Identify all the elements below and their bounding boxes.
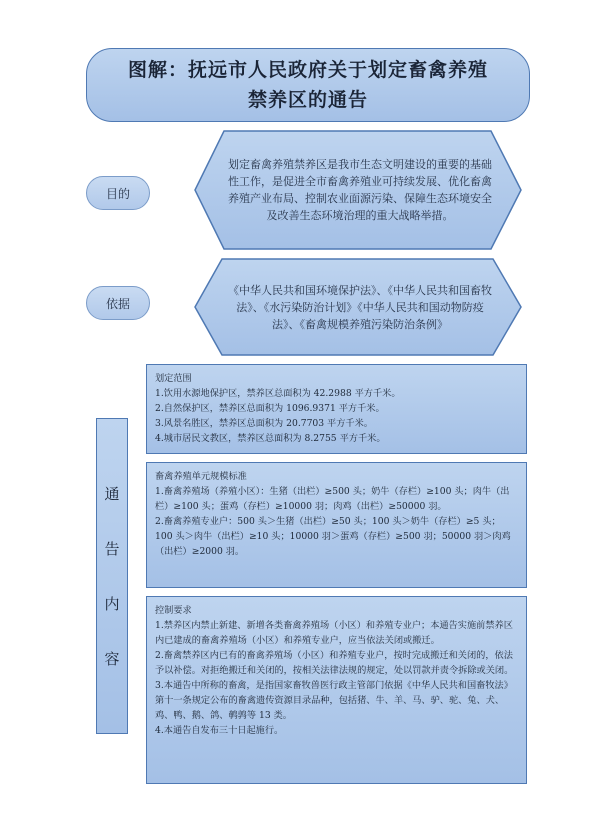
section-item: 1.畜禽养殖场（养殖小区）：生猪（出栏）≥500 头；奶牛（存栏）≥100 头；肉牛（出栏）≥100 头；蛋鸡（存栏）≥10000 羽；肉鸡（出栏）≥50000 羽。 [155, 486, 510, 512]
section-item: 1.饮用水源地保护区，禁养区总面积为 42.2988 平方千米。 [155, 388, 401, 399]
section-item: 3.本通告中所称的畜禽，是指国家畜牧兽医行政主管部门依据《中华人民共和国畜牧法》第十一条规定公布的畜禽遗传资源目录品种，包括猪、牛、羊、马、驴、驼、兔、犬、鸡、鸭、鹅、鸽、鹌鹑等 13 类。 [155, 680, 513, 721]
notice-label-char: 通 [104, 485, 120, 503]
section-heading: 畜禽养殖单元规模标准 [155, 471, 247, 482]
section-scale-standard [146, 462, 527, 588]
basis-text: 《中华人民共和国环境保护法》、《中华人民共和国畜牧法》、《水污染防治计划》《中华人民共和国动物防疫法》、《畜禽规模养殖污染防治条例》 [228, 283, 492, 331]
section-item: 4.城市居民文教区，禁养区总面积为 8.2755 平方千米。 [155, 433, 386, 444]
section-item: 4.本通告自发布三十日起施行。 [155, 725, 284, 736]
notice-content-label [96, 418, 128, 734]
section-control-requirements [146, 596, 527, 784]
section-item: 3.风景名胜区，禁养区总面积为 20.7703 平方千米。 [155, 418, 373, 429]
basis-box [194, 258, 522, 356]
section-item: 2.畜禽禁养区内已有的畜禽养殖场（小区）和养殖专业户，按时完成搬迁和关闭的，依法予以补偿。对拒绝搬迁和关闭的，按相关法律法规的规定，处以罚款并责令拆除或关闭。 [155, 650, 514, 676]
title-box [86, 48, 530, 122]
notice-label-char: 告 [104, 540, 120, 558]
section-item: 2.畜禽养殖专业户：500 头＞生猪（出栏）≥50 头；100 头＞奶牛（存栏）≥5 头；100 头＞肉牛（出栏）≥10 头；10000 羽＞蛋鸡（存栏）≥500 羽；50000 羽＞肉鸡（出栏）≥2000 羽。 [155, 516, 511, 557]
purpose-box [194, 130, 522, 250]
section-item: 2.自然保护区，禁养区总面积为 1096.9371 平方千米。 [155, 403, 385, 414]
section-item: 1.禁养区内禁止新建、新增各类畜禽养殖场（小区）和养殖专业户；本通告实施前禁养区内已建成的畜禽养殖场（小区）和养殖专业户，应当依法关闭或搬迁。 [155, 620, 513, 646]
purpose-text: 划定畜禽养殖禁养区是我市生态文明建设的重要的基础性工作，是促进全市畜禽养殖业可持续发展、优化畜禽养殖产业布局、控制农业面源污染、保障生态环境安全及改善生态环境治理的重大战略举措。 [228, 158, 492, 222]
page-title: 图解：抚远市人民政府关于划定畜禽养殖禁养区的通告 [127, 59, 488, 111]
section-heading: 控制要求 [155, 605, 192, 616]
section-heading: 划定范围 [155, 373, 192, 384]
section-scope [146, 364, 527, 454]
notice-label-char: 内 [104, 595, 120, 613]
purpose-label: 目的 [86, 176, 150, 210]
notice-label-char: 容 [104, 650, 120, 668]
basis-label: 依据 [86, 286, 150, 320]
